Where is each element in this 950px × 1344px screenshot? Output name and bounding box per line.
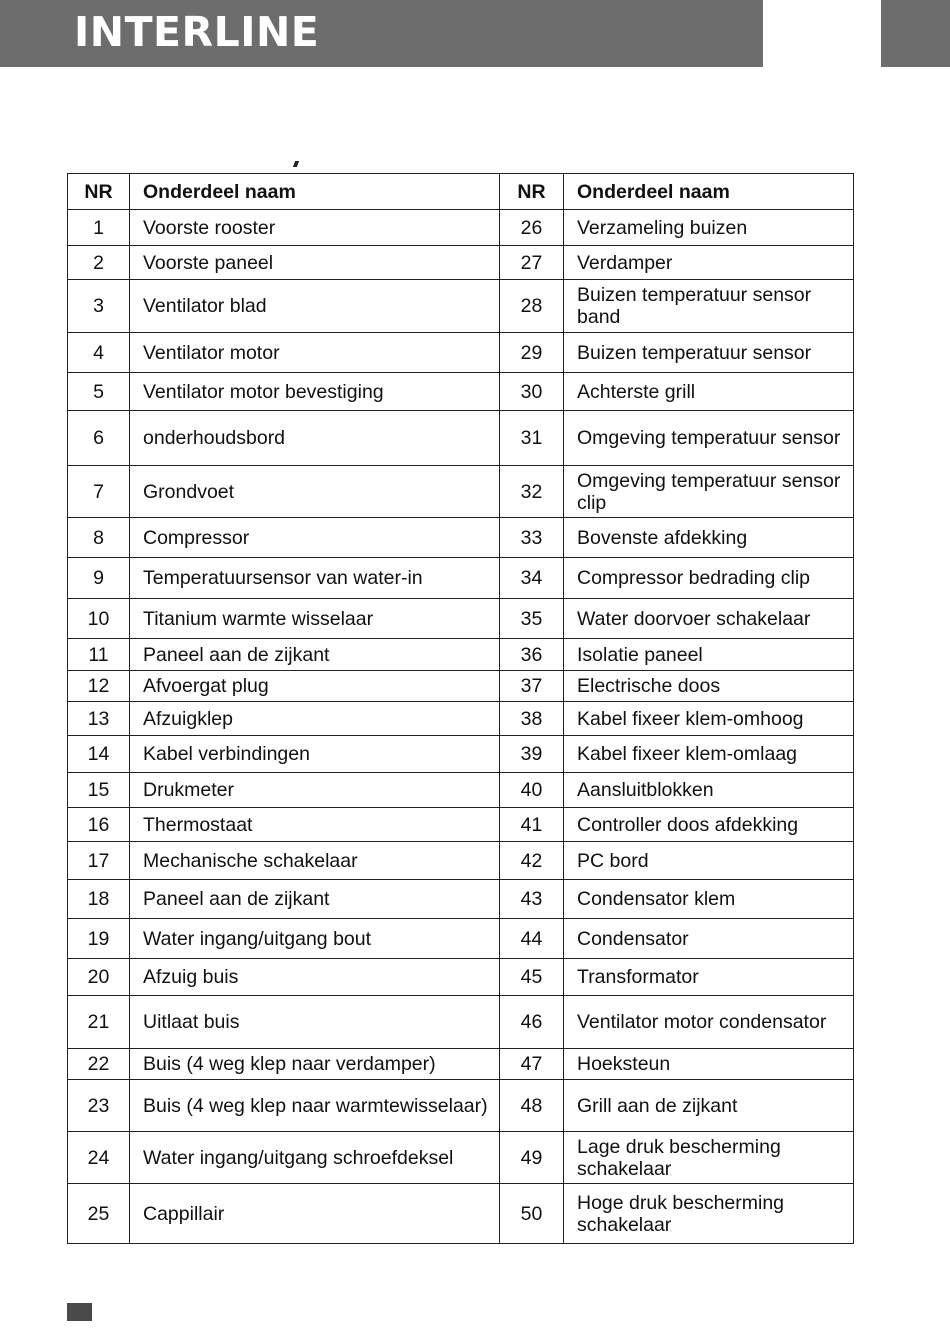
part-number-left: 7	[68, 466, 130, 518]
cropped-title-fragment	[292, 158, 300, 168]
table-row	[68, 411, 854, 466]
part-number-right: 39	[500, 736, 564, 773]
part-name-left: Buis (4 weg klep naar verdamper)	[130, 1049, 500, 1080]
part-name-left: Ventilator motor	[130, 333, 500, 373]
table-row	[68, 518, 854, 558]
part-name-right: Condensator klem	[564, 880, 854, 919]
part-number-right: 44	[500, 919, 564, 959]
part-number-left: 13	[68, 702, 130, 736]
part-name-left: Water ingang/uitgang bout	[130, 919, 500, 959]
table-row	[68, 280, 854, 333]
part-number-right: 45	[500, 959, 564, 996]
part-number-right: 37	[500, 671, 564, 702]
table-row	[68, 466, 854, 518]
part-number-right: 27	[500, 246, 564, 280]
part-number-right: 28	[500, 280, 564, 333]
part-number-left: 2	[68, 246, 130, 280]
part-number-left: 1	[68, 210, 130, 246]
part-number-left: 10	[68, 599, 130, 639]
part-name-right: Lage druk bescherming schakelaar	[564, 1132, 854, 1184]
part-name-right: Buizen temperatuur sensor band	[564, 280, 854, 333]
part-name-left: Water ingang/uitgang schroefdeksel	[130, 1132, 500, 1184]
brand-logo: INTERLINE	[74, 8, 320, 56]
table-row	[68, 996, 854, 1049]
part-name-right: Ventilator motor condensator	[564, 996, 854, 1049]
part-number-left: 21	[68, 996, 130, 1049]
part-name-right: Achterste grill	[564, 373, 854, 411]
part-number-right: 29	[500, 333, 564, 373]
part-name-right: Condensator	[564, 919, 854, 959]
part-number-right: 46	[500, 996, 564, 1049]
part-number-right: 32	[500, 466, 564, 518]
part-number-left: 22	[68, 1049, 130, 1080]
part-name-right: Electrische doos	[564, 671, 854, 702]
part-number-right: 50	[500, 1184, 564, 1244]
part-name-right: Omgeving temperatuur sensor	[564, 411, 854, 466]
table-row	[68, 1184, 854, 1244]
part-name-right: Hoge druk bescherming schakelaar	[564, 1184, 854, 1244]
table-row	[68, 808, 854, 842]
header-name-right: Onderdeel naam	[564, 174, 854, 210]
table-row	[68, 599, 854, 639]
part-number-right: 49	[500, 1132, 564, 1184]
part-number-left: 16	[68, 808, 130, 842]
part-name-left: Compressor	[130, 518, 500, 558]
part-name-right: Hoeksteun	[564, 1049, 854, 1080]
part-name-left: Uitlaat buis	[130, 996, 500, 1049]
part-number-right: 38	[500, 702, 564, 736]
part-number-right: 48	[500, 1080, 564, 1132]
part-number-right: 43	[500, 880, 564, 919]
table-row	[68, 558, 854, 599]
part-name-left: Temperatuursensor van water-in	[130, 558, 500, 599]
page-footer-marker	[67, 1303, 92, 1321]
part-number-left: 9	[68, 558, 130, 599]
part-number-right: 47	[500, 1049, 564, 1080]
part-name-right: Bovenste afdekking	[564, 518, 854, 558]
header-tab	[763, 0, 881, 67]
table-row	[68, 919, 854, 959]
part-number-right: 40	[500, 773, 564, 808]
table-row	[68, 671, 854, 702]
part-name-left: Grondvoet	[130, 466, 500, 518]
part-number-left: 24	[68, 1132, 130, 1184]
part-number-left: 15	[68, 773, 130, 808]
part-number-left: 4	[68, 333, 130, 373]
part-name-left: Voorste rooster	[130, 210, 500, 246]
part-name-left: Voorste paneel	[130, 246, 500, 280]
table-row	[68, 1132, 854, 1184]
part-name-right: Verzameling buizen	[564, 210, 854, 246]
part-name-right: Controller doos afdekking	[564, 808, 854, 842]
part-name-right: Transformator	[564, 959, 854, 996]
header-nr-right: NR	[500, 174, 564, 210]
part-number-right: 34	[500, 558, 564, 599]
table-row	[68, 373, 854, 411]
part-number-right: 30	[500, 373, 564, 411]
part-name-right: Grill aan de zijkant	[564, 1080, 854, 1132]
table-header-row	[68, 174, 854, 210]
part-name-right: Verdamper	[564, 246, 854, 280]
part-number-right: 35	[500, 599, 564, 639]
part-name-left: Buis (4 weg klep naar warmtewisselaar)	[130, 1080, 500, 1132]
table-row	[68, 773, 854, 808]
part-number-right: 33	[500, 518, 564, 558]
part-number-right: 42	[500, 842, 564, 880]
part-number-left: 14	[68, 736, 130, 773]
part-number-right: 41	[500, 808, 564, 842]
part-name-right: Water doorvoer schakelaar	[564, 599, 854, 639]
header-name-left: Onderdeel naam	[130, 174, 500, 210]
table-row	[68, 880, 854, 919]
part-name-right: Aansluitblokken	[564, 773, 854, 808]
part-name-right: Isolatie paneel	[564, 639, 854, 671]
page-header	[0, 0, 950, 67]
parts-table	[67, 173, 854, 1244]
header-nr-left: NR	[68, 174, 130, 210]
table-row	[68, 1049, 854, 1080]
part-name-left: Titanium warmte wisselaar	[130, 599, 500, 639]
part-number-right: 26	[500, 210, 564, 246]
table-row	[68, 702, 854, 736]
part-number-right: 31	[500, 411, 564, 466]
part-name-left: Afzuig buis	[130, 959, 500, 996]
part-name-left: Ventilator motor bevestiging	[130, 373, 500, 411]
part-name-right: Kabel fixeer klem-omhoog	[564, 702, 854, 736]
part-number-left: 5	[68, 373, 130, 411]
part-name-left: Afzuigklep	[130, 702, 500, 736]
part-name-left: Ventilator blad	[130, 280, 500, 333]
part-number-left: 23	[68, 1080, 130, 1132]
part-number-left: 6	[68, 411, 130, 466]
part-name-left: Drukmeter	[130, 773, 500, 808]
part-number-left: 25	[68, 1184, 130, 1244]
table-row	[68, 246, 854, 280]
part-number-left: 18	[68, 880, 130, 919]
part-number-left: 12	[68, 671, 130, 702]
table-row	[68, 736, 854, 773]
part-name-right: Buizen temperatuur sensor	[564, 333, 854, 373]
table-row	[68, 842, 854, 880]
part-name-right: Omgeving temperatuur sensor clip	[564, 466, 854, 518]
part-name-left: onderhoudsbord	[130, 411, 500, 466]
part-name-right: PC bord	[564, 842, 854, 880]
table-row	[68, 1080, 854, 1132]
part-number-left: 19	[68, 919, 130, 959]
part-name-left: Kabel verbindingen	[130, 736, 500, 773]
part-number-left: 11	[68, 639, 130, 671]
part-name-left: Paneel aan de zijkant	[130, 639, 500, 671]
part-number-left: 3	[68, 280, 130, 333]
part-number-right: 36	[500, 639, 564, 671]
part-number-left: 17	[68, 842, 130, 880]
part-name-right: Compressor bedrading clip	[564, 558, 854, 599]
part-name-left: Cappillair	[130, 1184, 500, 1244]
part-name-left: Afvoergat plug	[130, 671, 500, 702]
table-row	[68, 333, 854, 373]
table-row	[68, 210, 854, 246]
part-number-left: 20	[68, 959, 130, 996]
table-row	[68, 639, 854, 671]
part-name-left: Mechanische schakelaar	[130, 842, 500, 880]
table-row	[68, 959, 854, 996]
part-name-left: Thermostaat	[130, 808, 500, 842]
part-name-right: Kabel fixeer klem-omlaag	[564, 736, 854, 773]
part-name-left: Paneel aan de zijkant	[130, 880, 500, 919]
part-number-left: 8	[68, 518, 130, 558]
